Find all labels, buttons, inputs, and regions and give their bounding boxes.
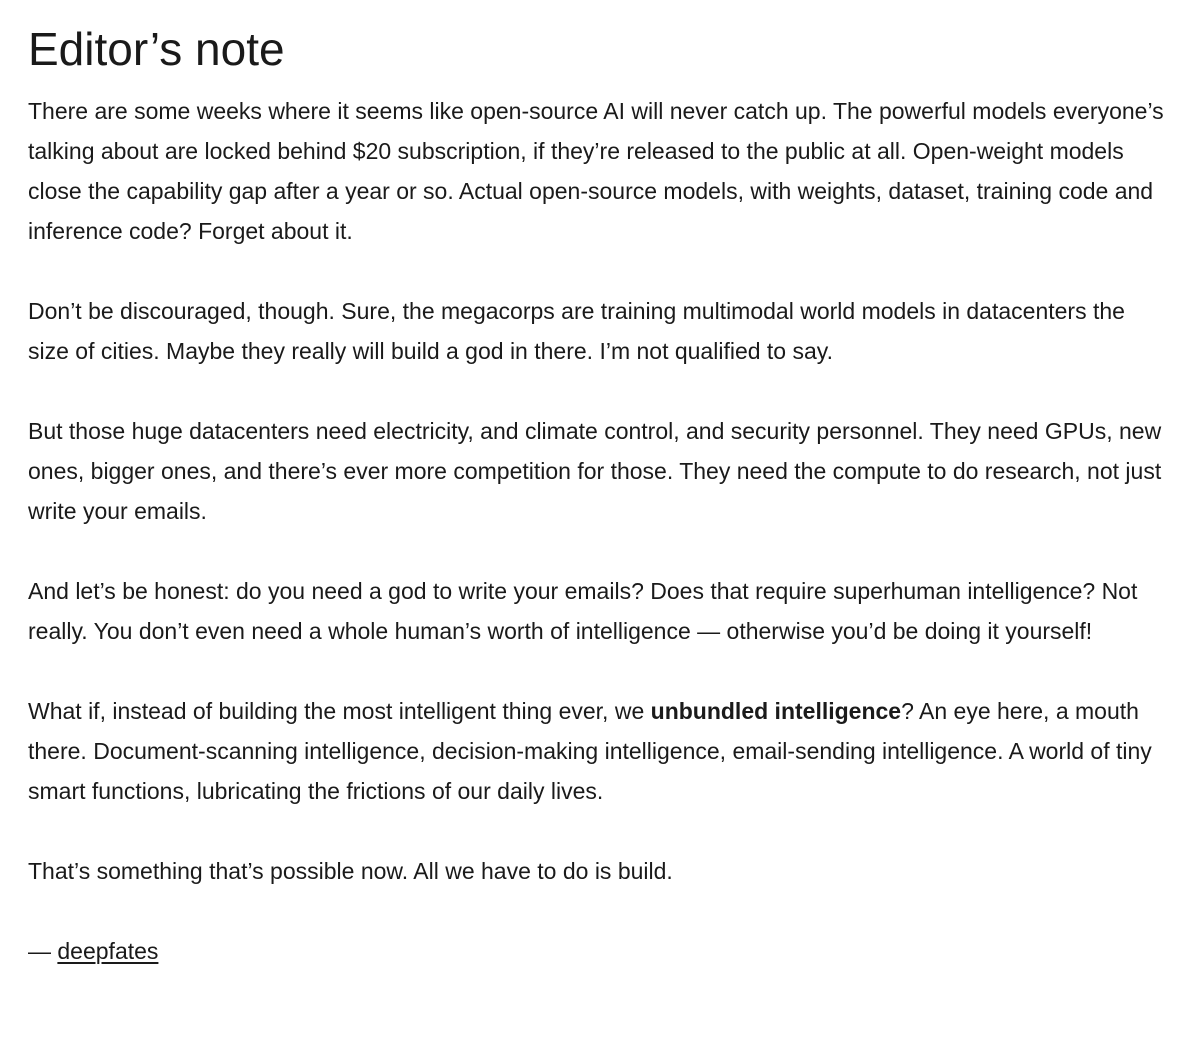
author-link[interactable]: deepfates — [57, 938, 159, 965]
bold-phrase-unbundled-intelligence: unbundled intelligence — [650, 698, 902, 725]
paragraph-segment: ? An eye here, a mouth there. Document-scanning intelligence, decision-making intelligence, email-sending intelligence. A world of tiny smart functions, lubricating the frictions of our daily lives. — [28, 698, 1152, 805]
signature — [28, 931, 1172, 971]
paragraph-god-for-emails: And let’s be honest: do you need a god to write your emails? Does that require superhuman intelligence? Not really. You don’t even need a whole human’s worth of intelligence — otherwise you’d be doing it yourself! — [28, 578, 1138, 645]
paragraph-open-source-catch-up: There are some weeks where it seems like open-source AI will never catch up. The powerful models everyone’s talking about are locked behind $20 subscription, if they’re released to the public at all. Open-weight models close the capability gap after a year or so. Actual open-source models, with weights, dataset, training code and inference code? Forget about it. — [28, 98, 1164, 245]
paragraph-segment: What if, instead of building the most intelligent thing ever, we — [28, 698, 651, 725]
paragraph-datacenters-needs: But those huge datacenters need electricity, and climate control, and security personnel. They need GPUs, new ones, bigger ones, and there’s ever more competition for those. They need the compute to do research, not just write your emails. — [28, 418, 1162, 525]
paragraph-dont-be-discouraged: Don’t be discouraged, though. Sure, the megacorps are training multimodal world models in datacenters the size of cities. Maybe they really will build a god in there. I’m not qualified to say. — [28, 298, 1125, 365]
signature-dash: — — [28, 938, 58, 965]
page-title: Editor’s note — [28, 23, 285, 75]
paragraph-possible-now: That’s something that’s possible now. All we have to do is build. — [28, 858, 673, 885]
paragraph-unbundled-intelligence — [28, 691, 1172, 811]
